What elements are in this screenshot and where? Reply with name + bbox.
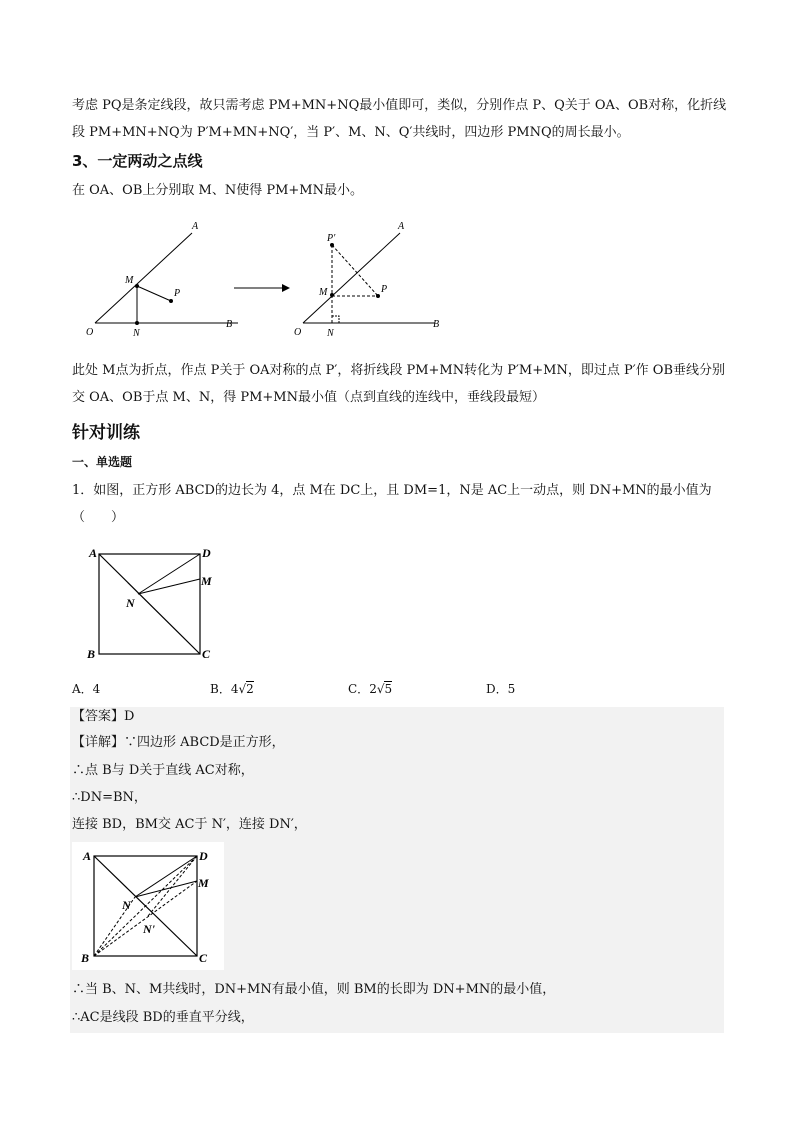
label-m: M [319,287,328,298]
label-a: A [192,221,199,232]
label-o: O [294,327,302,338]
explain-line-1: 此处 M点为折点，作点 P关于 OA对称的点 P′，将折线段 PM+MN转化为 P′M+MN，即过点 P′作 OB垂线分别 [72,363,725,378]
label-m: M [125,275,134,286]
diagonal-ac [99,554,200,654]
segment-nd [138,554,200,594]
detail-line-5: ∴当 B、N、M共线时，DN+MN有最小值，则 BM的长即为 DN+MN的最小值， [72,982,556,997]
label-d: D [199,849,208,863]
figure-angle-original [80,215,250,340]
option-a-value: 4 [92,682,101,696]
label-a: A [89,546,98,560]
option-c-letter: C． [348,682,370,696]
figure-square-question [80,542,220,667]
ray-oa [95,233,192,323]
section-3-statement: 在 OA、OB上分别取 M、N使得 PM+MN最小。 [72,183,363,198]
detail-line-1: 【详解】∵四边形 ABCD是正方形， [72,735,285,750]
answer-line: 【答案】D [72,709,135,724]
explain-line-2: 交 OA、OB于点 M、N，得 PM+MN最小值（点到直线的连线中，垂线段最短） [72,390,545,405]
option-d[interactable] [486,680,515,697]
label-o: O [86,327,94,338]
sqrt-sign: √ [376,682,385,696]
intro-line-1: 考虑 PQ是条定线段，故只需考虑 PM+MN+NQ最小值即可，类似，分别作点 P、Q关于 OA、OB对称，化折线 [72,98,727,113]
label-b: B [81,951,90,965]
label-n: N [133,328,140,339]
detail-line-3: ∴DN=BN， [72,790,147,805]
option-b-radicand: 2 [246,682,254,696]
intro-line-2: 段 PM+MN+NQ为 P′M+MN+NQ′，当 P′、M、N、Q′共线时，四边形 PMNQ的周长最小。 [72,125,630,140]
question-1-line-1: 1．如图，正方形 ABCD的边长为 4，点 M在 DC上，且 DM=1，N是 AC上一动点，则 DN+MN的最小值为 [72,483,712,498]
training-title: 针对训练 [72,423,140,443]
label-a: A [83,849,92,863]
figure-angle-reflected [290,215,450,340]
point-m [135,284,139,288]
option-d-value: 5 [507,682,516,696]
label-m: M [201,574,212,588]
point-p [376,294,380,298]
right-angle-mark [332,316,339,323]
detail-line-6: ∴AC是线段 BD的垂直平分线， [72,1010,254,1025]
option-b-letter: B． [210,682,231,696]
label-n: N [122,898,131,912]
detail-line-2: ∴点 B与 D关于直线 AC对称， [72,763,254,778]
label-b: B [433,319,440,330]
option-b[interactable] [210,680,254,697]
arrow-icon [232,281,292,295]
segment-nd [135,856,197,897]
option-a-letter: A． [72,682,93,696]
segment-pp-p [332,245,378,296]
segment-pm [137,286,171,301]
label-p: P [381,284,388,295]
sqrt-sign: √ [238,682,247,696]
detail-line-4: 连接 BD，BM交 AC于 N′，连接 DN′， [72,817,307,832]
label-p-prime: P′ [327,233,336,244]
option-b-coefficient: 4 [230,682,239,696]
point-m [330,293,334,297]
question-1-line-2: （ ） [72,510,125,525]
section-3-title: 3、一定两动之点线 [72,152,203,170]
point-p [169,299,173,303]
label-b: B [87,647,96,661]
option-c[interactable] [348,680,392,697]
label-p: P [174,288,181,299]
segment-nm [138,579,200,594]
option-a[interactable] [72,680,100,697]
option-c-coefficient: 2 [369,682,377,696]
label-c: C [199,951,208,965]
label-n: N [327,328,334,339]
figure-square-answer [72,842,224,970]
label-n: N [126,596,135,610]
option-c-radicand: 5 [384,682,393,696]
segment-n-prime-d [148,856,197,916]
label-c: C [202,647,211,661]
option-d-letter: D． [486,682,508,696]
label-a: A [398,221,405,232]
label-m: M [198,876,209,890]
segment-bm [94,881,197,956]
label-n-prime: N' [143,922,155,936]
label-b: B [226,319,233,330]
point-n [135,321,139,325]
ray-oa [303,233,400,323]
single-choice-section: 一、单选题 [72,455,133,469]
label-d: D [202,546,211,560]
